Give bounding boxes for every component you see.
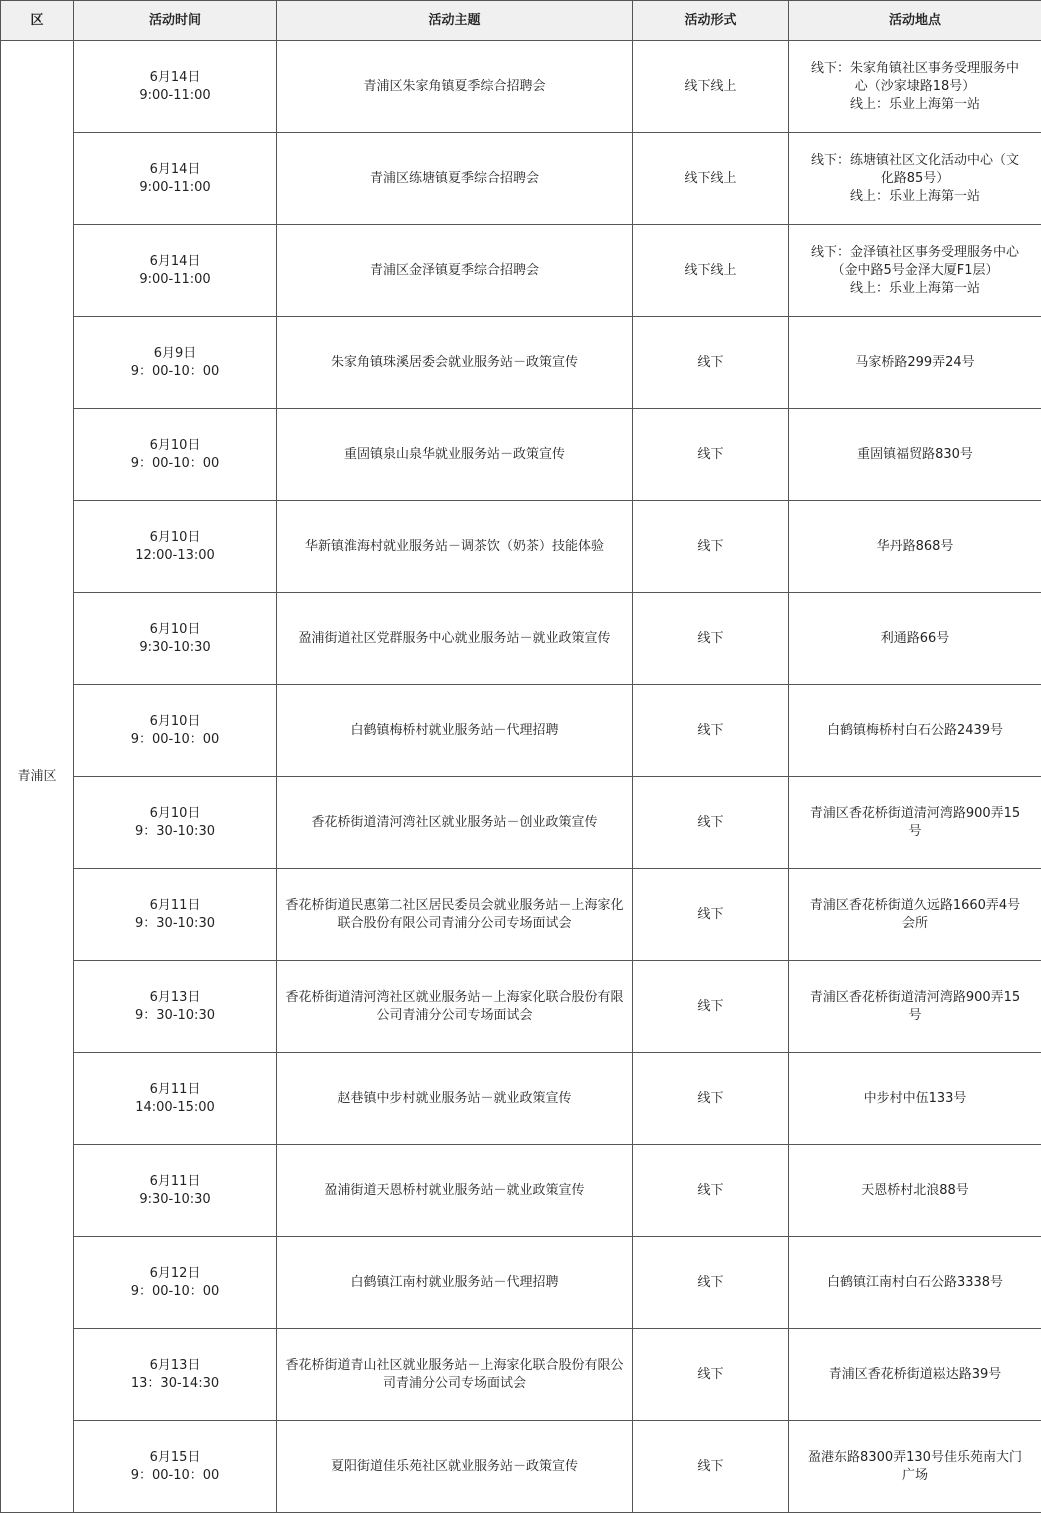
activity-date: 6月10日 [149,529,201,545]
location-line: 线下：朱家角镇社区事务受理服务中 [810,60,1019,76]
activity-date: 6月9日 [153,345,197,361]
topic-cell: 白鹤镇梅桥村就业服务站－代理招聘 [277,685,633,777]
location-line: 青浦区香花桥街道崧达路39号 [828,1366,1002,1382]
header-location: 活动地点 [789,1,1041,41]
location-line: 化路85号） [880,170,950,186]
topic-cell: 青浦区金泽镇夏季综合招聘会 [277,225,633,317]
activity-date: 6月10日 [149,713,201,729]
table-row [1,593,1041,685]
time-cell [74,133,277,225]
activity-date: 6月14日 [149,161,201,177]
table-row [1,225,1041,317]
activity-time: 9:00-11:00 [139,179,211,195]
table-row [1,961,1041,1053]
table-row [1,1053,1041,1145]
form-cell: 线下线上 [633,133,789,225]
topic-cell: 香花桥街道清河湾社区就业服务站－上海家化联合股份有限公司青浦分公司专场面试会 [277,961,633,1053]
location-line: 号 [908,1007,922,1023]
topic-cell: 朱家角镇珠溪居委会就业服务站－政策宣传 [277,317,633,409]
time-cell [74,1237,277,1329]
location-line: 利通路66号 [880,630,950,646]
header-topic: 活动主题 [277,1,633,41]
location-line: 青浦区香花桥街道清河湾路900弄15 [809,989,1021,1005]
location-cell [789,593,1041,685]
table-row [1,1237,1041,1329]
topic-cell: 重固镇泉山泉华就业服务站－政策宣传 [277,409,633,501]
location-cell [789,317,1041,409]
topic-cell: 赵巷镇中步村就业服务站－就业政策宣传 [277,1053,633,1145]
location-line: 线上：乐业上海第一站 [849,96,980,112]
location-line: 华丹路868号 [876,538,954,554]
location-line: （金中路5号金泽大厦F1层） [831,262,999,278]
activity-time: 9：30-10:30 [135,1007,215,1023]
location-cell [789,225,1041,317]
form-cell: 线下 [633,409,789,501]
time-cell [74,1145,277,1237]
location-line: 青浦区香花桥街道清河湾路900弄15 [809,805,1021,821]
activity-date: 6月15日 [149,1449,201,1465]
form-cell: 线下 [633,1053,789,1145]
location-cell [789,1421,1041,1513]
activity-time: 9:30-10:30 [139,1191,211,1207]
location-line: 广场 [901,1467,928,1483]
location-line: 重固镇福贸路830号 [857,446,973,462]
location-line: 白鹤镇江南村白石公路3338号 [826,1274,1004,1290]
table-body [1,41,1041,1513]
activity-time: 9：30-10:30 [135,915,215,931]
table-row [1,409,1041,501]
activity-date: 6月13日 [149,1357,201,1373]
activity-time: 12:00-13:00 [135,547,215,563]
location-cell [789,133,1041,225]
activity-time: 9:00-11:00 [139,271,211,287]
topic-cell: 盈浦街道社区党群服务中心就业服务站－就业政策宣传 [277,593,633,685]
activity-time: 9：30-10:30 [135,823,215,839]
form-cell: 线下线上 [633,41,789,133]
time-cell [74,501,277,593]
time-cell [74,685,277,777]
activity-date: 6月14日 [149,69,201,85]
time-cell [74,961,277,1053]
activity-date: 6月10日 [149,621,201,637]
topic-cell: 香花桥街道民惠第二社区居民委员会就业服务站－上海家化联合股份有限公司青浦分公司专场面试会 [277,869,633,961]
location-cell [789,1329,1041,1421]
form-cell: 线下 [633,869,789,961]
form-cell: 线下 [633,317,789,409]
table-row [1,685,1041,777]
table-row [1,777,1041,869]
location-line: 青浦区香花桥街道久远路1660弄4号 [809,897,1021,913]
location-cell [789,1145,1041,1237]
table-header [1,1,1041,41]
topic-cell: 华新镇淮海村就业服务站－调茶饮（奶茶）技能体验 [277,501,633,593]
table-row [1,1421,1041,1513]
form-cell: 线下 [633,777,789,869]
location-cell [789,41,1041,133]
time-cell [74,1421,277,1513]
topic-cell: 青浦区练塘镇夏季综合招聘会 [277,133,633,225]
form-cell: 线下 [633,1329,789,1421]
time-cell [74,869,277,961]
header-time: 活动时间 [74,1,277,41]
location-line: 马家桥路299弄24号 [855,354,975,370]
location-line: 线下：练塘镇社区文化活动中心（文 [810,152,1019,168]
form-cell: 线下 [633,593,789,685]
topic-cell: 香花桥街道青山社区就业服务站－上海家化联合股份有限公司青浦分公司专场面试会 [277,1329,633,1421]
activity-time: 9:30-10:30 [139,639,211,655]
location-cell [789,409,1041,501]
activity-time: 9：00-10：00 [130,363,220,379]
location-cell [789,777,1041,869]
table-row [1,317,1041,409]
location-cell [789,1053,1041,1145]
topic-cell: 青浦区朱家角镇夏季综合招聘会 [277,41,633,133]
activity-date: 6月13日 [149,989,201,1005]
time-cell [74,317,277,409]
location-line: 号 [908,823,922,839]
activity-time: 9：00-10：00 [130,1467,220,1483]
time-cell [74,41,277,133]
time-cell [74,1329,277,1421]
form-cell: 线下线上 [633,225,789,317]
time-cell [74,1053,277,1145]
table-row [1,133,1041,225]
activity-time: 9：00-10：00 [130,455,220,471]
form-cell: 线下 [633,1145,789,1237]
time-cell [74,777,277,869]
table-row [1,869,1041,961]
activity-time: 9：00-10：00 [130,731,220,747]
activity-date: 6月12日 [149,1265,201,1281]
time-cell [74,225,277,317]
location-line: 盈港东路8300弄130号佳乐苑南大门 [808,1449,1022,1465]
activity-time: 13：30-14:30 [130,1375,220,1391]
location-line: 白鹤镇梅桥村白石公路2439号 [826,722,1004,738]
header-row [1,1,1041,41]
location-line: 天恩桥村北浪88号 [861,1182,969,1198]
topic-cell: 盈浦街道天恩桥村就业服务站－就业政策宣传 [277,1145,633,1237]
location-cell [789,685,1041,777]
table-row [1,1145,1041,1237]
topic-cell: 香花桥街道清河湾社区就业服务站－创业政策宣传 [277,777,633,869]
activity-date: 6月11日 [149,1173,201,1189]
location-line: 中步村中伍133号 [863,1090,967,1106]
location-cell [789,869,1041,961]
table-row [1,41,1041,133]
location-line: 心（沙家埭路18号） [854,78,976,94]
activity-date: 6月11日 [149,1081,201,1097]
form-cell: 线下 [633,1421,789,1513]
header-form: 活动形式 [633,1,789,41]
form-cell: 线下 [633,501,789,593]
form-cell: 线下 [633,1237,789,1329]
activity-time: 9：00-10：00 [130,1283,220,1299]
location-cell [789,1237,1041,1329]
table-row [1,501,1041,593]
form-cell: 线下 [633,685,789,777]
topic-cell: 白鹤镇江南村就业服务站－代理招聘 [277,1237,633,1329]
district-cell: 青浦区 [1,41,74,1513]
form-cell: 线下 [633,961,789,1053]
activity-time: 9:00-11:00 [139,87,211,103]
location-line: 线上：乐业上海第一站 [849,188,980,204]
location-line: 线下：金泽镇社区事务受理服务中心 [810,244,1019,260]
activity-date: 6月14日 [149,253,201,269]
table-row [1,1329,1041,1421]
time-cell [74,409,277,501]
time-cell [74,593,277,685]
location-line: 会所 [901,915,928,931]
header-district: 区 [1,1,74,41]
topic-cell: 夏阳街道佳乐苑社区就业服务站－政策宣传 [277,1421,633,1513]
location-cell [789,501,1041,593]
location-cell [789,961,1041,1053]
activity-date: 6月10日 [149,437,201,453]
activity-date: 6月11日 [149,897,201,913]
location-line: 线上：乐业上海第一站 [849,280,980,296]
activity-time: 14:00-15:00 [135,1099,215,1115]
activity-date: 6月10日 [149,805,201,821]
